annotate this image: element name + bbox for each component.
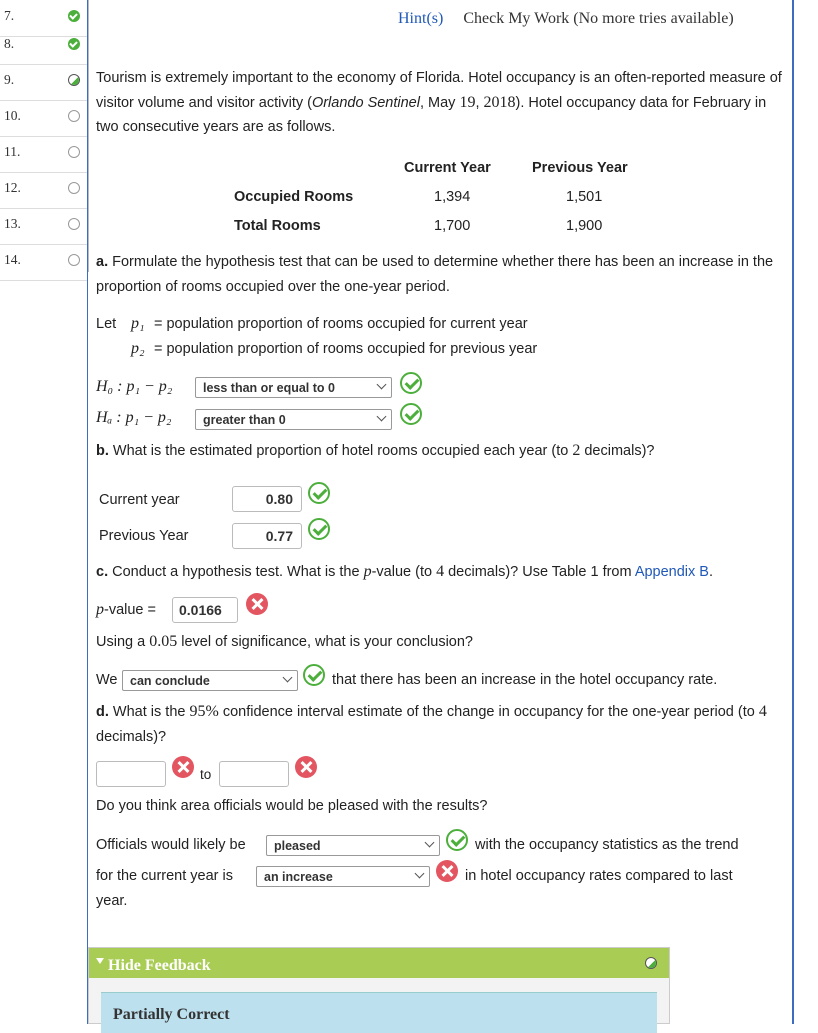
p-value-label-text: -value = xyxy=(104,602,156,618)
status-empty-icon xyxy=(68,182,80,194)
part-d-text: What is the xyxy=(108,704,190,720)
part-b-prompt xyxy=(96,439,786,464)
nav-item-12[interactable] xyxy=(0,172,88,209)
p-value-label xyxy=(96,601,156,619)
part-c-text: decimals)? Use Table 1 from xyxy=(444,564,635,580)
nav-item-14[interactable] xyxy=(0,244,88,281)
feedback-panel xyxy=(88,947,670,1024)
table-header-current: Current Year xyxy=(404,160,491,176)
correct-check-icon xyxy=(400,403,422,425)
intro-year: 2018 xyxy=(483,93,516,111)
nav-item-number: 11. xyxy=(4,144,21,159)
intro-source: Orlando Sentinel xyxy=(311,94,420,111)
correct-check-icon xyxy=(308,482,330,504)
p1-definition: = population proportion of rooms occupied for current year xyxy=(154,316,528,332)
p2-symbol: p₂ xyxy=(131,340,145,357)
we-label: We xyxy=(96,672,118,688)
nav-item-number: 14. xyxy=(4,252,21,267)
officials-line3: year. xyxy=(96,893,128,909)
part-b-text: What is the estimated proportion of hotel rooms occupied each year (to xyxy=(108,443,573,459)
part-a-text: Formulate the hypothesis test that can be used to determine whether there has been an increase in the proportion of rooms occupied over the one-year period. xyxy=(96,254,774,295)
table-cell: 1,700 xyxy=(434,218,471,234)
significance-prompt xyxy=(96,630,786,655)
ci-lower-input[interactable] xyxy=(96,761,166,787)
part-label: c. xyxy=(96,564,109,580)
conclusion-select[interactable] xyxy=(122,670,298,691)
feedback-toggle[interactable] xyxy=(89,948,669,978)
p-value-input[interactable]: 0.0166 xyxy=(172,597,238,623)
status-complete-icon xyxy=(68,38,80,50)
chevron-down-icon xyxy=(425,838,435,848)
decimals-count: 2 xyxy=(572,442,581,459)
let-label: Let xyxy=(96,316,117,332)
h0-select-value: less than or equal to 0 xyxy=(203,381,335,395)
incorrect-x-icon xyxy=(436,860,458,882)
table-cell: 1,900 xyxy=(566,218,603,234)
nav-item-number: 9. xyxy=(4,72,15,87)
decimals-count: 4 xyxy=(436,563,445,580)
part-c-text: . xyxy=(708,564,714,580)
nav-item-number: 7. xyxy=(4,8,15,23)
correct-check-icon xyxy=(446,829,468,851)
nav-item-number: 12. xyxy=(4,180,21,195)
p1-symbol: p₁ xyxy=(131,315,145,332)
ha-select[interactable] xyxy=(195,409,392,430)
part-c-text: Conduct a hypothesis test. What is the xyxy=(108,564,364,580)
intro-text: Tourism is extremely important to the economy of Florida. Hotel occupancy is an often-reported measure of visitor volume and visitor activity ( xyxy=(96,70,782,111)
nav-item-9[interactable] xyxy=(0,64,88,101)
part-a-prompt xyxy=(96,250,786,299)
nav-item-number: 10. xyxy=(4,108,21,123)
officials-line2-pre: for the current year is xyxy=(96,868,233,884)
status-partial-icon xyxy=(68,74,80,86)
intro-text: ). Hotel occupancy data for February in two consecutive years are as follows. xyxy=(96,94,767,135)
table-cell: 1,501 xyxy=(566,189,603,205)
pleased-select-value: pleased xyxy=(274,839,321,853)
previous-year-input[interactable]: 0.77 xyxy=(232,523,302,549)
ci-upper-input[interactable] xyxy=(219,761,289,787)
significance-text: level of significance, what is your conclusion? xyxy=(177,634,473,650)
part-label: a. xyxy=(96,254,109,270)
status-empty-icon xyxy=(68,254,80,266)
status-complete-icon xyxy=(68,10,80,22)
content-right-border xyxy=(792,0,794,1024)
nav-item-10[interactable] xyxy=(0,100,88,137)
significance-level: 0.05 xyxy=(149,633,178,650)
to-label: to xyxy=(200,767,212,782)
correct-check-icon xyxy=(303,664,325,686)
h0-label: H₀ : p₁ − p₂ xyxy=(96,378,173,395)
status-empty-icon xyxy=(68,110,80,122)
header-actions xyxy=(398,10,734,28)
p-variable: p xyxy=(96,601,104,618)
status-empty-icon xyxy=(68,218,80,230)
hints-link[interactable]: Hint(s) xyxy=(398,10,444,27)
question-intro xyxy=(96,66,786,140)
nav-item-number: 13. xyxy=(4,216,21,231)
ha-label: Hₐ : p₁ − p₂ xyxy=(96,409,172,426)
nav-item-number: 8. xyxy=(4,36,15,51)
table-cell: 1,394 xyxy=(434,189,471,205)
significance-text: Using a xyxy=(96,634,150,650)
previous-year-label: Previous Year xyxy=(99,528,189,544)
decimals-count: 4 xyxy=(758,703,767,720)
chevron-down-icon xyxy=(283,673,293,683)
nav-item-13[interactable] xyxy=(0,208,88,245)
question-nav xyxy=(0,0,89,272)
feedback-status-box xyxy=(101,992,657,1033)
status-empty-icon xyxy=(68,146,80,158)
part-d-text: confidence interval estimate of the change in occupancy for the one-year period (to xyxy=(218,704,759,720)
correct-check-icon xyxy=(400,372,422,394)
part-label: d. xyxy=(96,704,109,720)
intro-text: , xyxy=(475,94,484,111)
trend-select[interactable] xyxy=(256,866,430,887)
part-c-prompt xyxy=(96,560,786,585)
p-variable: p xyxy=(363,563,372,580)
nav-item-8[interactable] xyxy=(0,28,88,65)
intro-text: , May xyxy=(419,94,460,111)
conclusion-select-value: can conclude xyxy=(130,674,210,688)
officials-line1-post: with the occupancy statistics as the trend xyxy=(475,837,739,853)
part-label: b. xyxy=(96,443,109,459)
table-row-label: Occupied Rooms xyxy=(234,189,354,205)
table-header-previous: Previous Year xyxy=(532,160,628,176)
appendix-b-link[interactable]: Appendix B xyxy=(634,564,709,580)
current-year-input[interactable]: 0.80 xyxy=(232,486,302,512)
confidence-level: 95% xyxy=(189,703,219,720)
collapse-triangle-icon xyxy=(96,958,104,964)
part-b-text: decimals)? xyxy=(580,443,655,459)
h0-select[interactable] xyxy=(195,377,392,398)
part-d-text: decimals)? xyxy=(96,728,167,745)
pleased-select[interactable] xyxy=(266,835,440,856)
table-row-label: Total Rooms xyxy=(234,218,321,234)
intro-day: 19 xyxy=(459,93,476,111)
conclusion-tail-text: that there has been an increase in the hotel occupancy rate. xyxy=(332,672,718,688)
officials-line1-pre: Officials would likely be xyxy=(96,837,246,853)
chevron-down-icon xyxy=(415,869,425,879)
feedback-status: Partially Correct xyxy=(113,1006,230,1023)
p2-definition: = population proportion of rooms occupied for previous year xyxy=(154,341,538,357)
part-c-text: -value (to xyxy=(371,564,437,580)
check-my-work-label: Check My Work (No more tries available) xyxy=(463,10,734,27)
feedback-toggle-label: Hide Feedback xyxy=(108,957,211,974)
officials-question: Do you think area officials would be pleased with the results? xyxy=(96,798,488,814)
trend-select-value: an increase xyxy=(264,870,333,884)
incorrect-x-icon xyxy=(172,756,194,778)
officials-line2-post: in hotel occupancy rates compared to last xyxy=(465,868,733,884)
chevron-down-icon xyxy=(377,380,387,390)
correct-check-icon xyxy=(308,518,330,540)
ha-select-value: greater than 0 xyxy=(203,413,286,427)
content-left-border xyxy=(87,0,88,1024)
nav-item-11[interactable] xyxy=(0,136,88,173)
part-d-prompt xyxy=(96,700,786,749)
incorrect-x-icon xyxy=(246,593,268,615)
status-partial-icon xyxy=(645,957,657,969)
incorrect-x-icon xyxy=(295,756,317,778)
current-year-label: Current year xyxy=(99,492,180,508)
chevron-down-icon xyxy=(377,412,387,422)
